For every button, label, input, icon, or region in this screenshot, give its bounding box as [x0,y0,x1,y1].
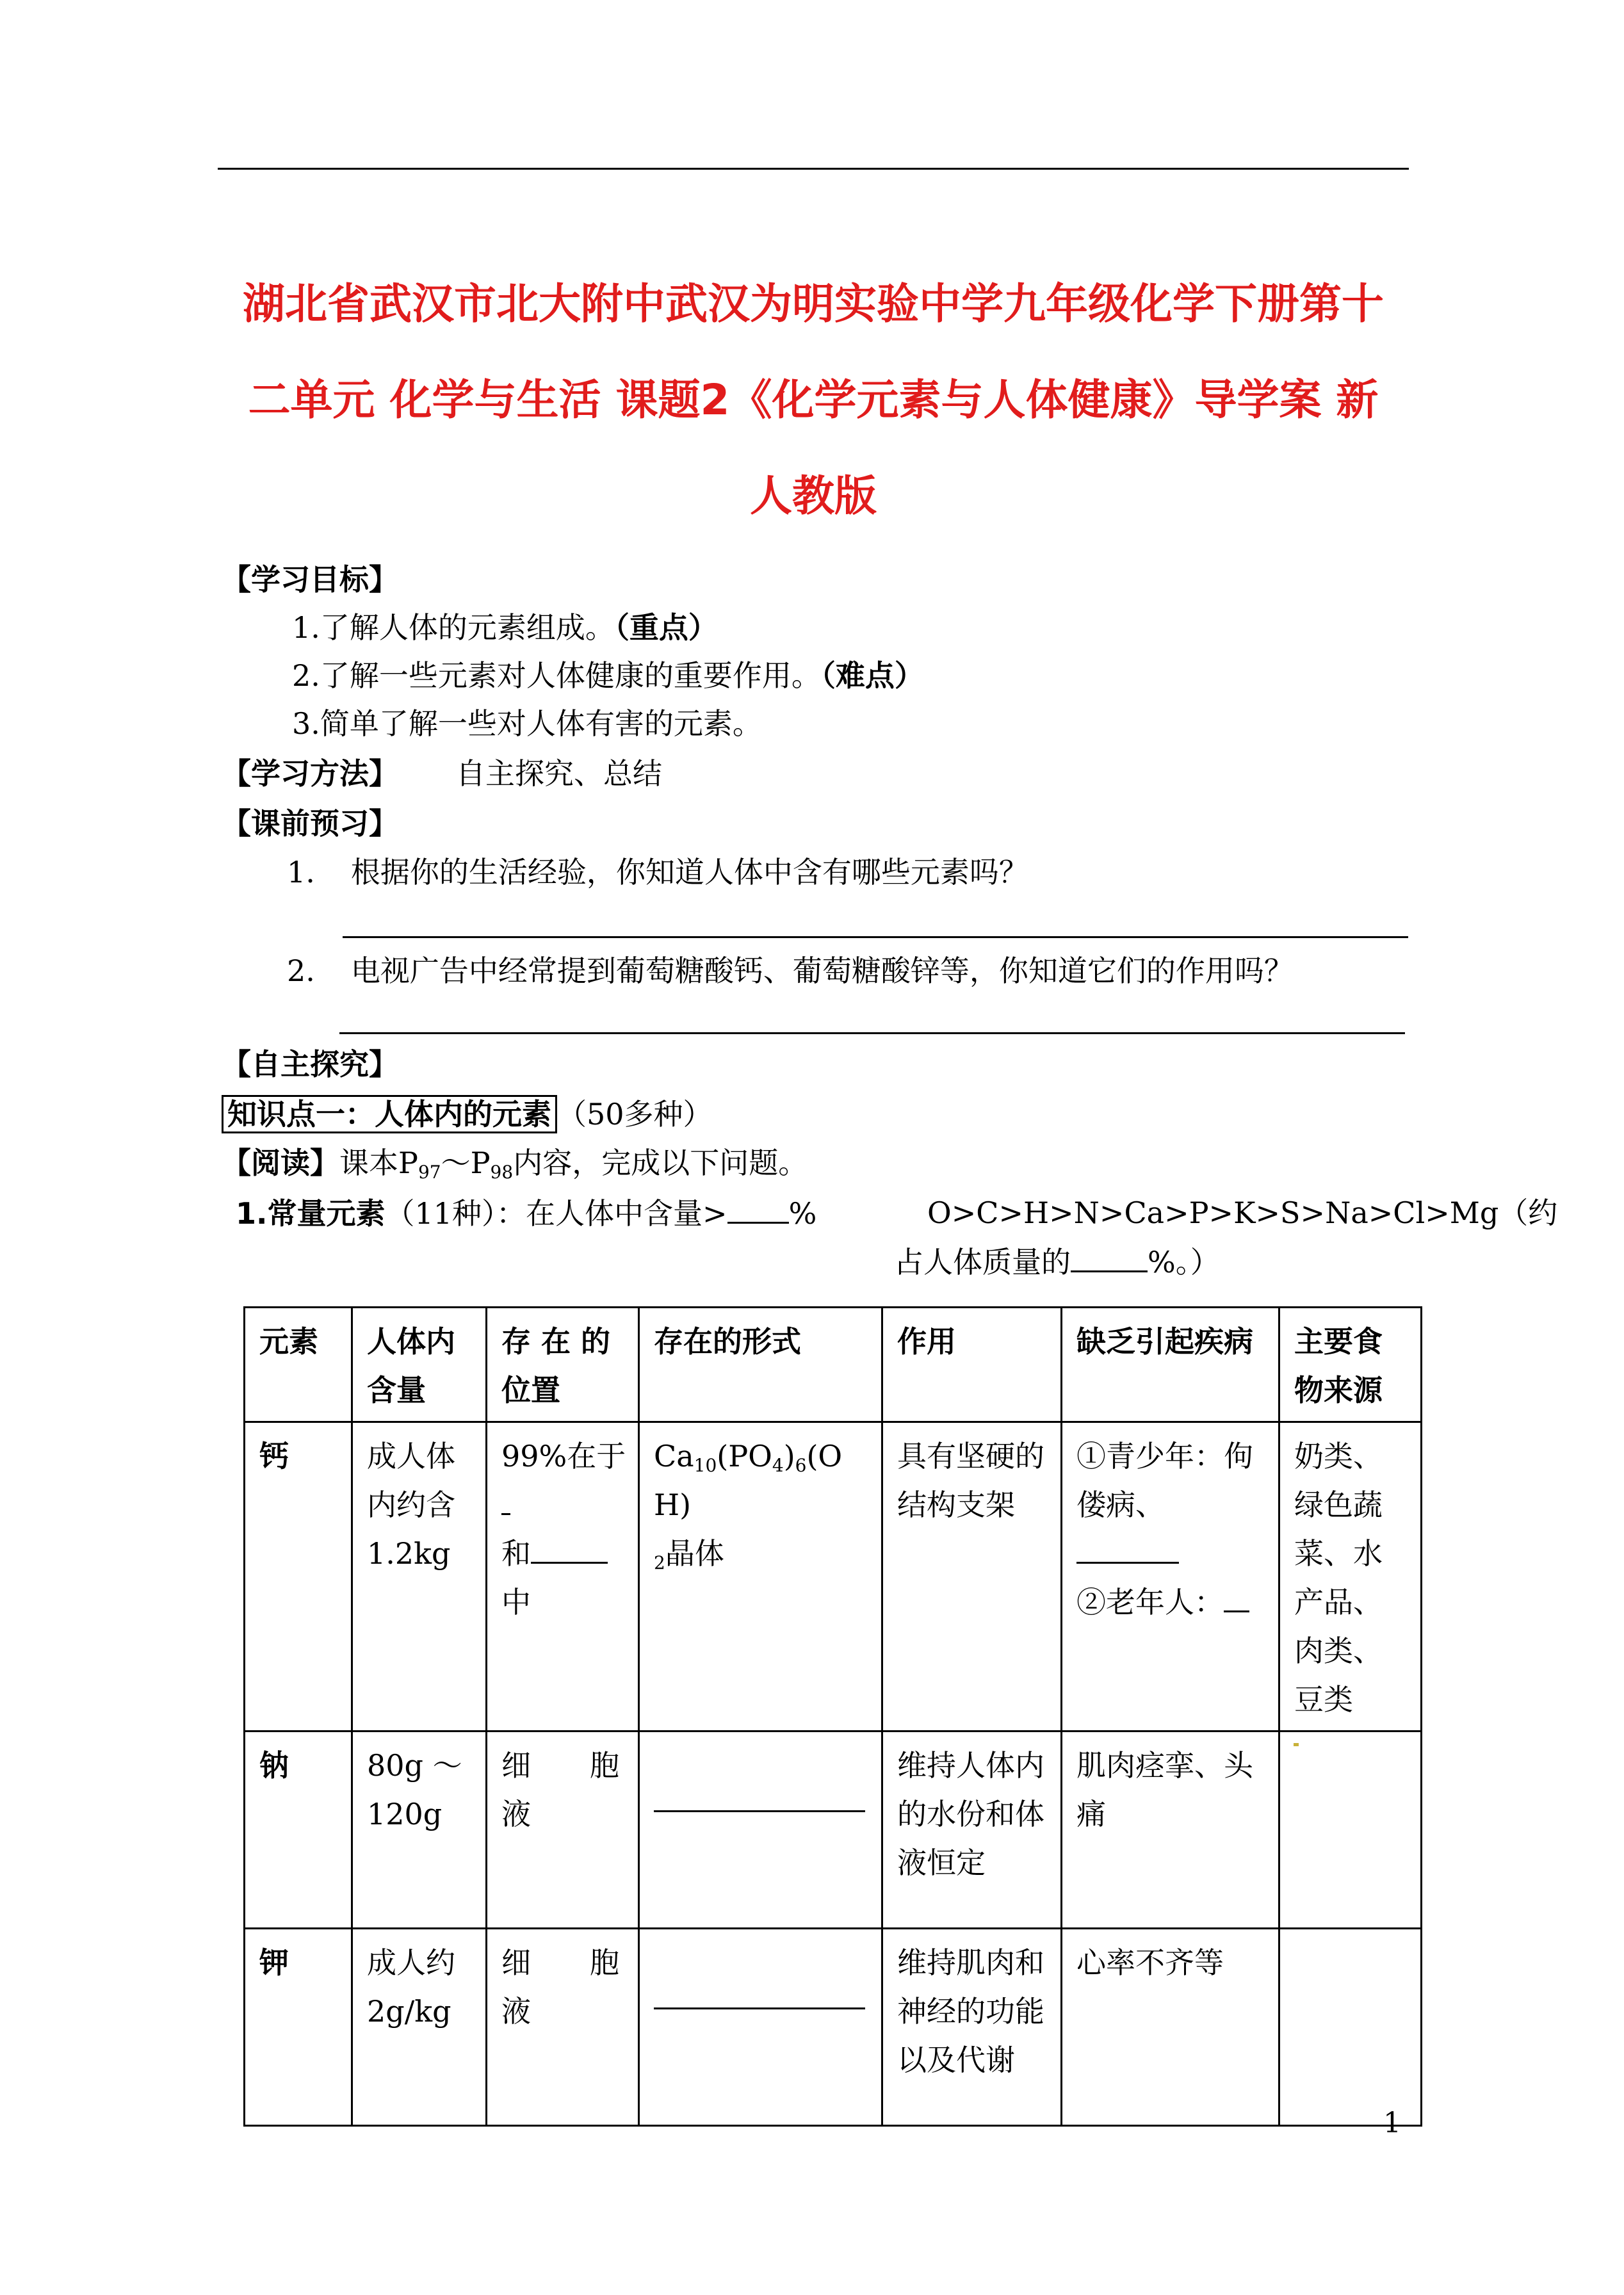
objective-1: 1.了解人体的元素组成。（重点） [292,610,718,645]
cell-function: 维持肌肉和神经的功能以及代谢 [882,1929,1062,2126]
document-title [192,256,1434,544]
cell-element: 钠 [245,1731,352,1929]
preview-heading: 【课前预习】 [222,806,398,841]
mass-percent-blank[interactable] [1071,1242,1148,1272]
mass-percent-line: 占人体质量的 %。） [894,1242,1220,1281]
cell-element: 钙 [245,1422,352,1731]
knowledge-point-1-note: （50多种） [557,1097,713,1131]
method-text: 自主探究、总结 [456,756,662,791]
cell-source [1279,1731,1422,1929]
header-disease: 缺乏引起疾病 [1062,1308,1279,1422]
header-function: 作用 [882,1308,1062,1422]
cell-form [639,1731,882,1929]
objective-2: 2.了解一些元素对人体健康的重要作用。（难点） [292,658,924,693]
preview-question-1: 1. 根据你的生活经验，你知道人体中含有哪些元素吗？ [287,855,1028,889]
form-blank[interactable] [654,1975,865,2009]
cell-disease: ①青少年：佝偻病、 ②老年人： [1062,1422,1279,1731]
cell-disease: 心率不齐等 [1062,1929,1279,2126]
header-element: 元素 [245,1308,352,1422]
title-line-2: 二单元 化学与生活 课题2《化学元素与人体健康》导学案 新 [248,375,1379,425]
cell-source [1279,1929,1422,2126]
content-percent-blank[interactable] [727,1194,789,1224]
cell-content: 80g ～120g [352,1731,487,1929]
cell-form: $Ca_{10}(PO_4)_6(OH)$ $_2$晶体 [639,1422,882,1731]
header-form: 存在的形式 [639,1308,882,1422]
page-number: 1 [1383,2107,1401,2139]
header-content: 人体内含量 [352,1308,487,1422]
objective-3: 3.简单了解一些对人体有害的元素。 [292,706,762,741]
cell-function: 具有坚硬的结构支架 [882,1422,1062,1731]
cell-location: 99%在于 和 中 [487,1422,639,1731]
stray-mark [1294,1743,1299,1746]
cell-function: 维持人体内的水份和体液恒定 [882,1731,1062,1929]
table-row [245,1422,1422,1731]
reading-line: 【阅读】课本$P_{97}\sim P_{98}$内容，完成以下问题。 [222,1146,808,1183]
cell-disease: 肌肉痉挛、头痛 [1062,1731,1279,1929]
header-rule [218,168,1409,170]
table-header-row [245,1308,1422,1422]
form-blank[interactable] [654,1778,865,1812]
cell-element: 钾 [245,1929,352,2126]
element-order: O>C>H>N>Ca>P>K>S>Na>Cl>Mg（约 [927,1196,1558,1230]
title-line-1: 湖北省武汉市北大附中武汉为明实验中学九年级化学下册第十 [243,279,1384,328]
cell-location: 细 胞液 [487,1731,639,1929]
macro-elements-line: 1.常量元素（11种）：在人体中含量> % [236,1194,816,1233]
knowledge-point-1 [222,1095,713,1133]
explore-heading: 【自主探究】 [222,1047,398,1082]
cell-location: 细 胞液 [487,1929,639,2126]
cell-form [639,1929,882,2126]
cell-source: 奶类、绿色蔬菜、水产品、肉类、豆类 [1279,1422,1422,1731]
element-table [243,1306,1422,2127]
cell-content: 成人体内约含1.2kg [352,1422,487,1731]
objectives-heading: 【学习目标】 [222,562,398,597]
answer-line-2[interactable] [339,1032,1405,1034]
method-heading: 【学习方法】 [222,756,398,791]
header-source: 主要食物来源 [1279,1308,1422,1422]
preview-question-2: 2. 电视广告中经常提到葡萄糖酸钙、葡萄糖酸锌等，你知道它们的作用吗？ [287,953,1294,988]
answer-line-1[interactable] [343,936,1408,938]
knowledge-point-1-title: 知识点一：人体内的元素 [222,1095,557,1133]
cell-content: 成人约2g/kg [352,1929,487,2126]
title-line-3: 人教版 [750,471,877,521]
table-row [245,1731,1422,1929]
table-row [245,1929,1422,2126]
header-location: 存 在 的位置 [487,1308,639,1422]
method-line [222,754,662,793]
